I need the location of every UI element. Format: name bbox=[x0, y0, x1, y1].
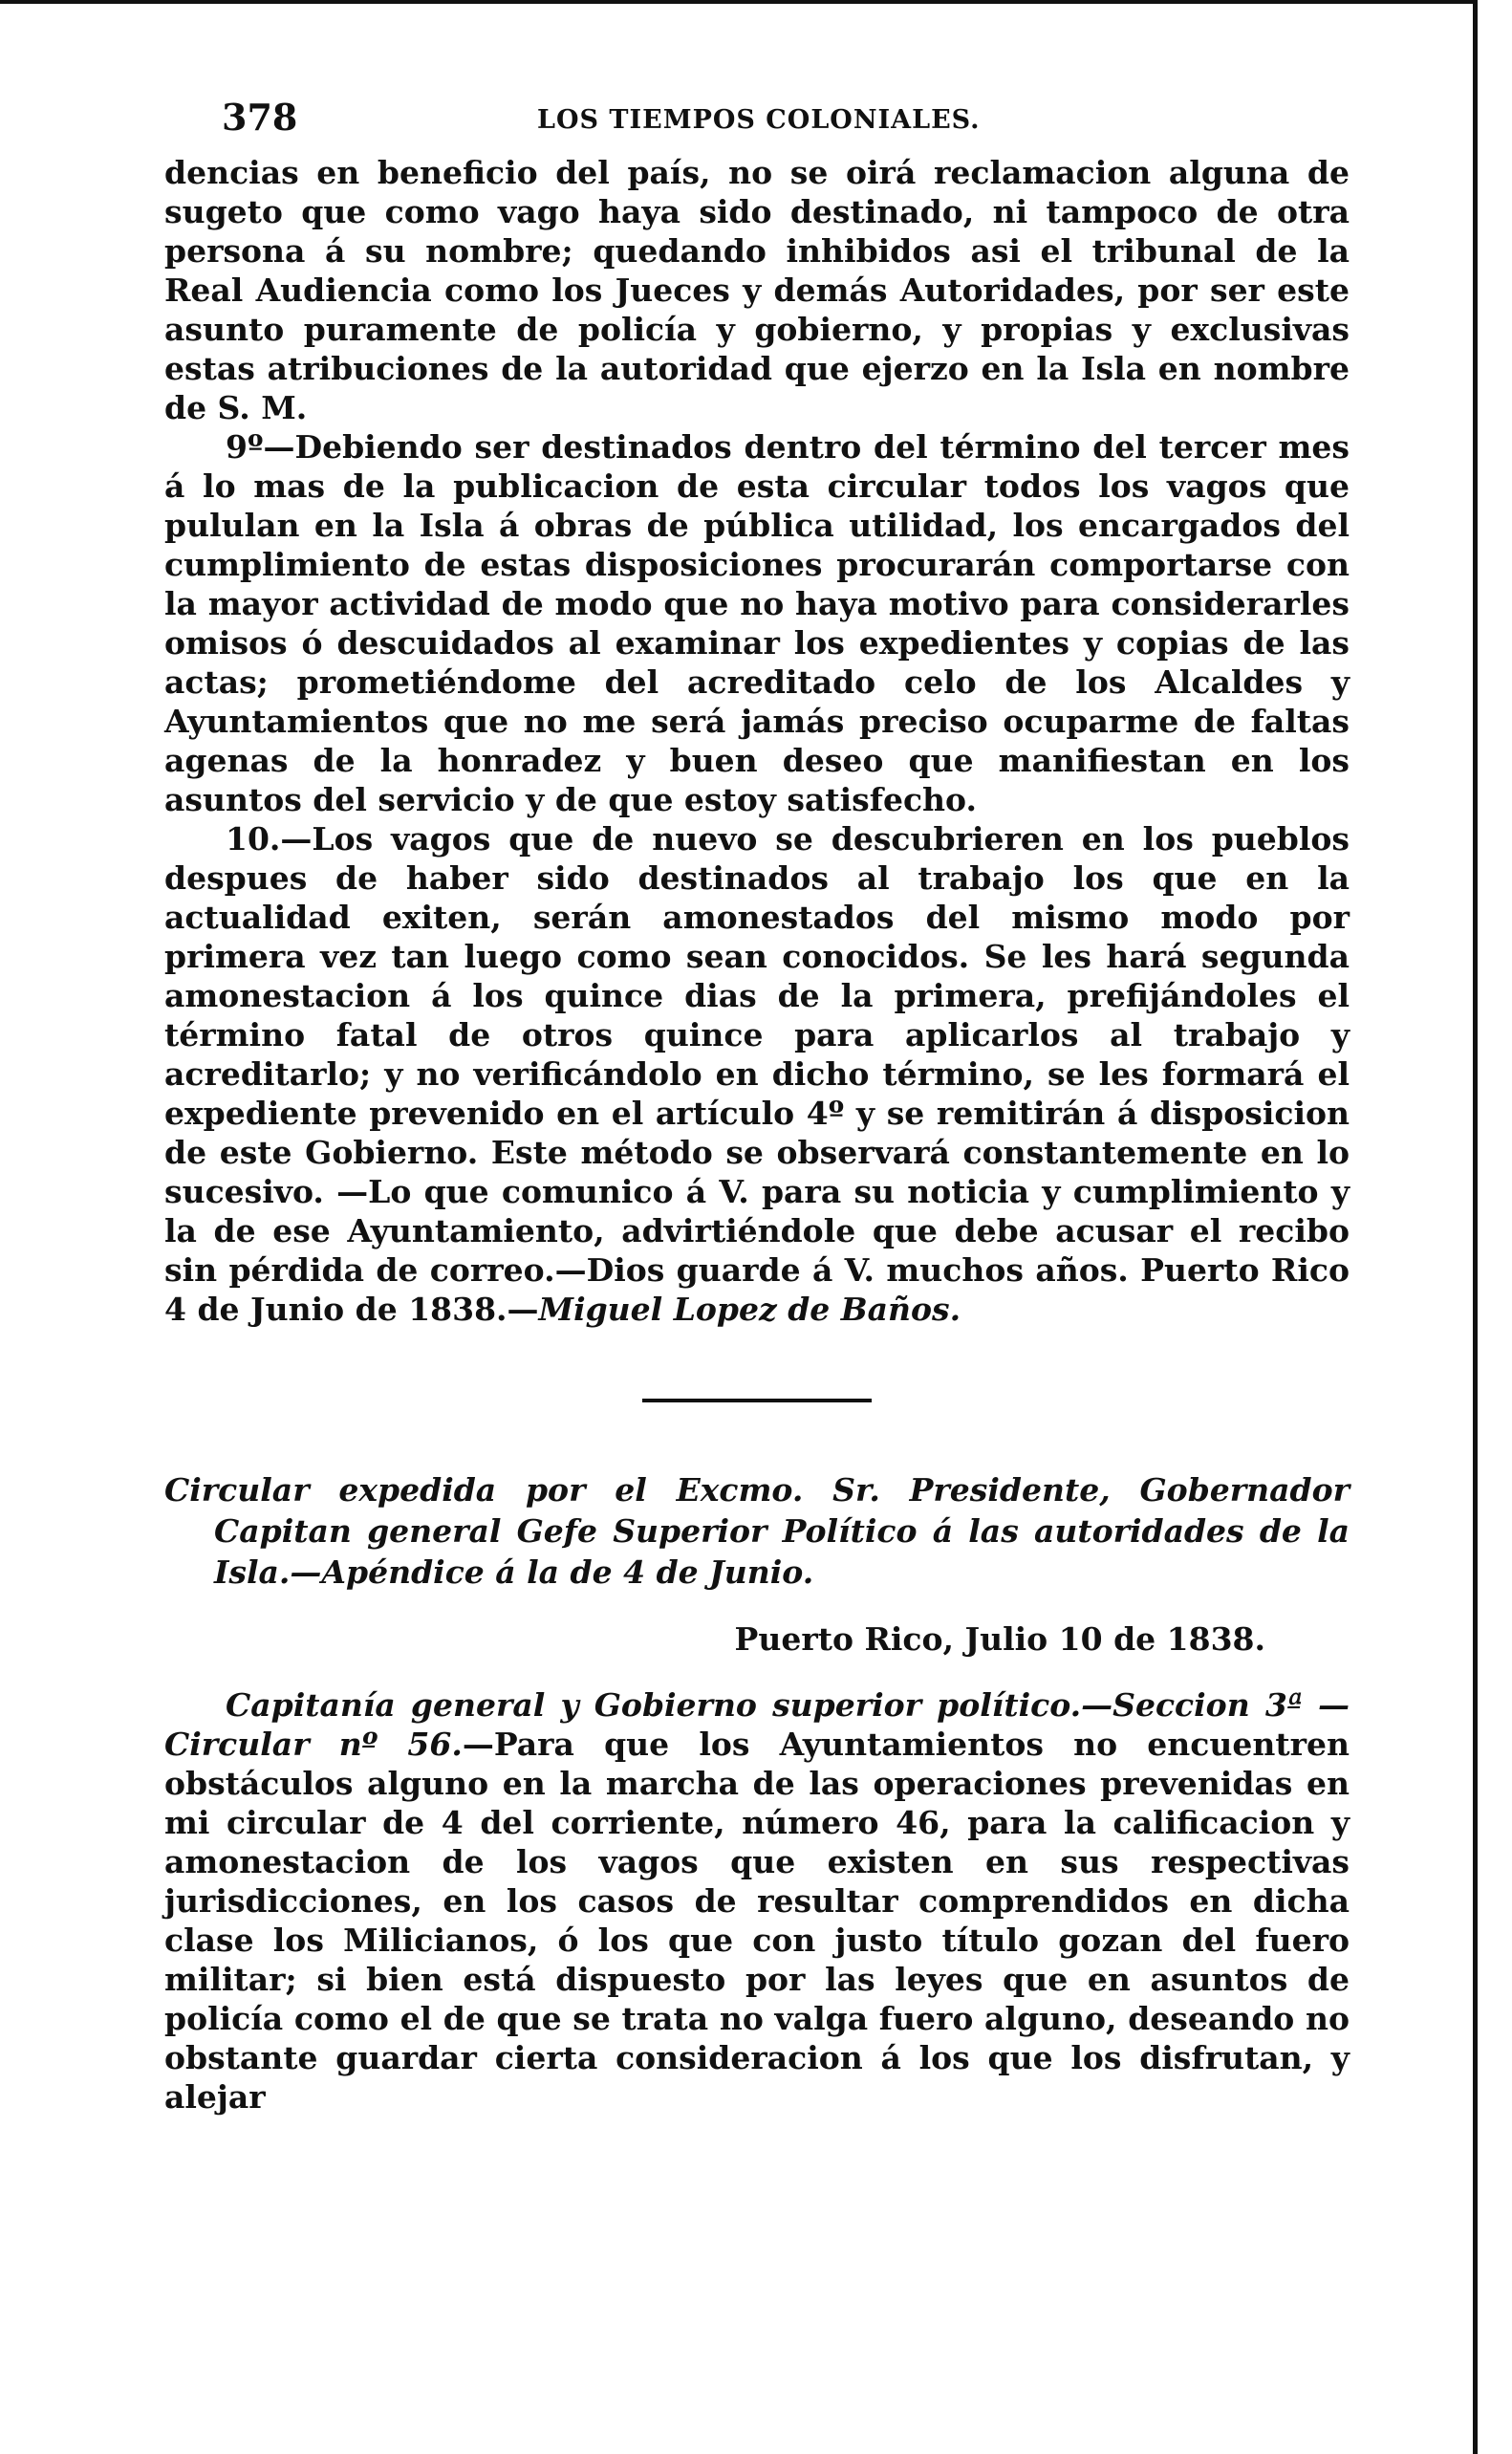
article-10-text: 10.—Los vagos que de nuevo se descubrieren en los pueblos despues de haber sido destinados al trabajo los que en la actualidad exiten, serán amonestados del mismo modo por primera vez tan luego como sean conocidos. Se les hará segunda amonestacion á los quince dias de la primera, prefijándoles el término fatal de otros quince para aplicarlos al trabajo y acreditarlo; y no verificándolo en dicho término, se les formará el expediente prevenido en el artículo 4º y se remitirán á disposicion de este Gobierno. Este método se observará constantemente en lo sucesivo. —Lo que comunico á V. para su noticia y cumplimiento y la de ese Ayuntamiento, advirtiéndole que debe acusar el recibo sin pérdida de correo.—Dios guarde á V. muchos años. Puerto Rico 4 de Junio de 1838.— bbox=[164, 820, 1350, 1328]
page-header bbox=[222, 96, 1350, 153]
page-body bbox=[164, 153, 1350, 2117]
paragraph-continuation: dencias en beneficio del país, no se oirá reclamacion alguna de sugeto que como vago haya sido destinado, ni tampoco de otra persona á su nombre; quedando inhibidos asi el tribunal de la Real Audiencia como los Jueces y demás Autoridades, por ser este asunto puramente de policía y gobierno, y propias y exclusivas estas atribuciones de la autoridad que ejerzo en la Isla en nombre de S. M. bbox=[164, 154, 1350, 426]
signature: Miguel Lopez de Baños. bbox=[538, 1291, 961, 1328]
dateline: Puerto Rico, Julio 10 de 1838. bbox=[734, 1620, 1265, 1658]
section-divider bbox=[642, 1399, 872, 1402]
paragraph-circular-56 bbox=[164, 1685, 1350, 2117]
paragraph-article-10 bbox=[164, 819, 1350, 1329]
top-border bbox=[0, 0, 1477, 4]
right-border bbox=[1473, 0, 1478, 2454]
circular-caption: Circular expedida por el Excmo. Sr. Presidente, Gobernador Capitan general Gefe Superior Político á las autoridades de la Isla.—Apéndice á la de 4 de Junio. bbox=[164, 1471, 1350, 1591]
section-heading: Capitanía general y Gobierno superior político.—Seccion 3ª —Circular nº 56. bbox=[164, 1686, 1350, 1763]
circular-56-text: —Para que los Ayuntamientos no encuentren obstáculos alguno en la marcha de las operaciones prevenidas en mi circular de 4 del corriente, número 46, para la calificacion y amonestacion de los vagos que existen en sus respectivas jurisdicciones, en los casos de resultar comprendidos en dicha clase los Milicianos, ó los que con justo título gozan del fuero militar; si bien está dispuesto por las leyes que en asuntos de policía como el de que se trata no valga fuero alguno, deseando no obstante guardar cierta consideracion á los que los disfrutan, y alejar bbox=[164, 1726, 1350, 2116]
page-number: 378 bbox=[222, 96, 298, 139]
running-head: LOS TIEMPOS COLONIALES. bbox=[537, 105, 981, 135]
paragraph-article-9: 9º—Debiendo ser destinados dentro del término del tercer mes á lo mas de la publicacion de esta circular todos los vagos que pululan en la Isla á obras de pública utilidad, los encargados del cumplimiento de estas disposiciones procurarán comportarse con la mayor actividad de modo que no haya motivo para considerarles omisos ó descuidados al examinar los expedientes y copias de las actas; prometiéndome del acreditado celo de los Alcaldes y Ayuntamientos que no me será jamás preciso ocuparme de faltas agenas de la honradez y buen deseo que manifiestan en los asuntos del servicio y de que estoy satisfecho. bbox=[164, 428, 1350, 818]
